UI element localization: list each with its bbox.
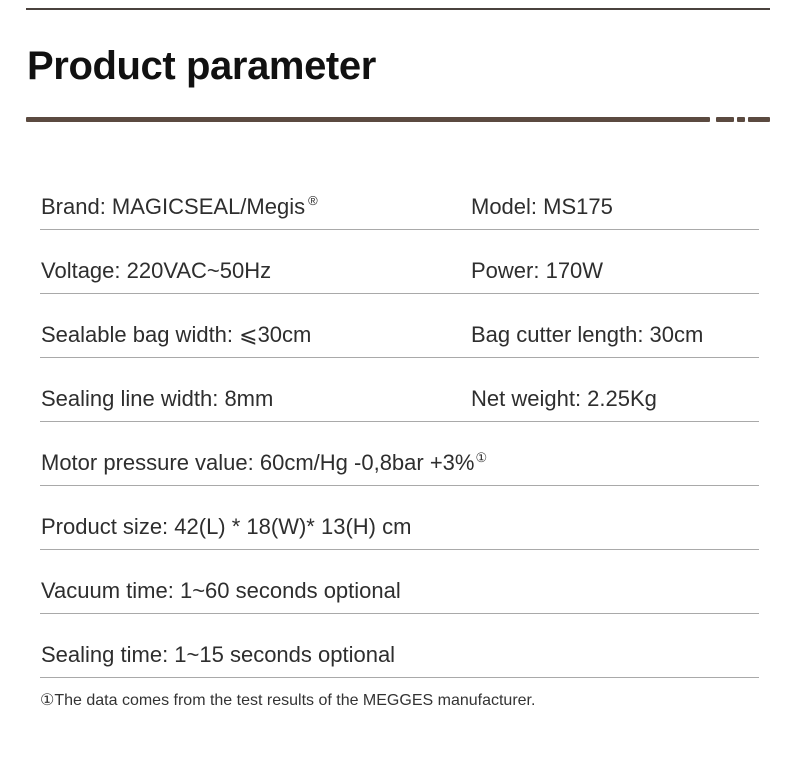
parameter-row (40, 550, 759, 614)
brand-text: Brand: MAGICSEAL/Megis (41, 194, 306, 219)
parameter-row (40, 486, 759, 550)
net-weight-cell: Net weight: 2.25Kg (471, 386, 657, 411)
cutter-length-cell: Bag cutter length: 30cm (471, 322, 704, 347)
parameter-table (40, 166, 759, 678)
product-size-cell: Product size: 42(L) * 18(W)* 13(H) cm (41, 514, 412, 539)
page-title: Product parameter (27, 44, 376, 88)
brand-cell (41, 194, 318, 220)
parameter-row (40, 294, 759, 358)
title-underline (26, 117, 710, 122)
parameter-row (40, 166, 759, 230)
top-divider (26, 8, 770, 10)
footnote: ①The data comes from the test results of the MEGGES manufacturer. (40, 692, 536, 709)
vacuum-time-cell: Vacuum time: 1~60 seconds optional (41, 578, 401, 603)
footnote-marker: ① (475, 450, 488, 465)
registered-mark: ® (308, 193, 318, 208)
parameter-row (40, 230, 759, 294)
parameter-row (40, 422, 759, 486)
bag-width-cell: Sealable bag width: ⩽30cm (41, 322, 312, 347)
model-cell: Model: MS175 (471, 194, 613, 219)
sealing-time-cell: Sealing time: 1~15 seconds optional (41, 642, 396, 667)
underline-dash (716, 117, 734, 122)
parameter-row (40, 358, 759, 422)
sealing-line-width-cell: Sealing line width: 8mm (41, 386, 274, 411)
motor-pressure-cell (41, 450, 487, 476)
parameter-row (40, 614, 759, 678)
underline-dash (748, 117, 770, 122)
motor-pressure-text: Motor pressure value: 60cm/Hg -0,8bar +3% (41, 450, 475, 475)
power-cell: Power: 170W (471, 258, 604, 283)
voltage-cell: Voltage: 220VAC~50Hz (41, 258, 272, 283)
underline-dash (737, 117, 745, 122)
